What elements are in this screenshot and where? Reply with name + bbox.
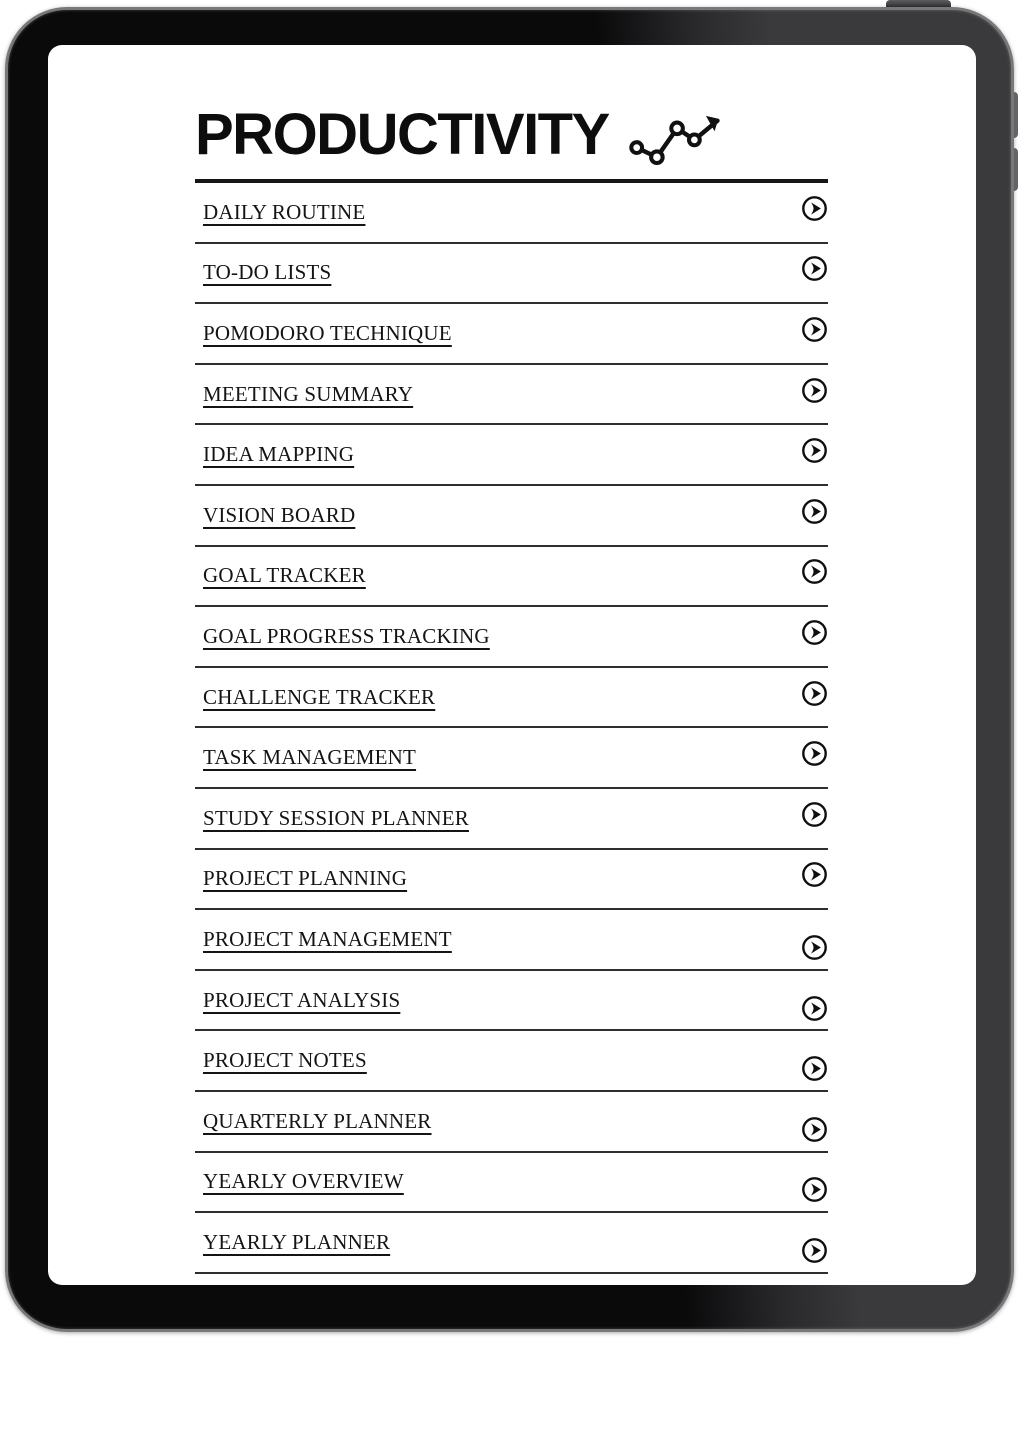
circle-arrow-right-icon[interactable] <box>801 801 828 828</box>
circle-arrow-right-icon[interactable] <box>801 195 828 222</box>
list-item[interactable] <box>195 1031 828 1092</box>
list-item[interactable] <box>195 1153 828 1214</box>
list-item[interactable] <box>195 728 828 789</box>
tablet-frame <box>5 7 1014 1332</box>
list-item-link[interactable]: TASK MANAGEMENT <box>203 745 417 770</box>
list-item-link[interactable]: VISION BOARD <box>203 502 356 527</box>
circle-arrow-right-icon[interactable] <box>801 619 828 646</box>
list-item[interactable] <box>195 547 828 608</box>
list-item[interactable] <box>195 486 828 547</box>
list-item-link[interactable]: MEETING SUMMARY <box>203 381 414 406</box>
trending-line-chart-icon <box>629 108 729 166</box>
list-item-link[interactable]: PROJECT PLANNING <box>203 866 408 891</box>
circle-arrow-right-icon[interactable] <box>801 740 828 767</box>
list-item[interactable] <box>195 183 828 244</box>
circle-arrow-right-icon[interactable] <box>801 255 828 282</box>
list-item[interactable] <box>195 304 828 365</box>
list-item-link[interactable]: TO-DO LISTS <box>203 260 332 285</box>
list-item-link[interactable]: STUDY SESSION PLANNER <box>203 805 469 830</box>
circle-arrow-right-icon[interactable] <box>801 558 828 585</box>
circle-arrow-right-icon[interactable] <box>801 1116 828 1143</box>
circle-arrow-right-icon[interactable] <box>801 934 828 961</box>
list-item[interactable] <box>195 365 828 426</box>
circle-arrow-right-icon[interactable] <box>801 498 828 525</box>
list-item-link[interactable]: CHALLENGE TRACKER <box>203 684 436 709</box>
list-item-link[interactable]: GOAL PROGRESS TRACKING <box>203 623 490 648</box>
list-item[interactable] <box>195 1092 828 1153</box>
list-item[interactable] <box>195 425 828 486</box>
list-item-link[interactable]: YEARLY OVERVIEW <box>203 1169 404 1194</box>
list-item[interactable] <box>195 668 828 729</box>
list-item[interactable] <box>195 1213 828 1274</box>
circle-arrow-right-icon[interactable] <box>801 1176 828 1203</box>
circle-arrow-right-icon[interactable] <box>801 1237 828 1264</box>
list-item[interactable] <box>195 244 828 305</box>
list-item-link[interactable]: GOAL TRACKER <box>203 563 366 588</box>
list-item-link[interactable]: QUARTERLY PLANNER <box>203 1108 432 1133</box>
list-item-link[interactable]: PROJECT MANAGEMENT <box>203 926 452 951</box>
list-item-link[interactable]: DAILY ROUTINE <box>203 199 366 224</box>
list-item-link[interactable]: POMODORO TECHNIQUE <box>203 320 452 345</box>
circle-arrow-right-icon[interactable] <box>801 680 828 707</box>
index-list <box>195 183 828 1274</box>
circle-arrow-right-icon[interactable] <box>801 316 828 343</box>
list-item-link[interactable]: PROJECT NOTES <box>203 1048 367 1073</box>
list-item-link[interactable]: PROJECT ANALYSIS <box>203 987 401 1012</box>
list-item[interactable] <box>195 910 828 971</box>
list-item[interactable] <box>195 607 828 668</box>
circle-arrow-right-icon[interactable] <box>801 995 828 1022</box>
circle-arrow-right-icon[interactable] <box>801 861 828 888</box>
list-item-link[interactable]: IDEA MAPPING <box>203 442 355 467</box>
page-title: PRODUCTIVITY <box>195 102 609 167</box>
circle-arrow-right-icon[interactable] <box>801 1055 828 1082</box>
tablet-screen <box>48 45 976 1285</box>
list-item[interactable] <box>195 971 828 1032</box>
list-item[interactable] <box>195 850 828 911</box>
planner-index-page <box>195 45 828 1274</box>
circle-arrow-right-icon[interactable] <box>801 437 828 464</box>
list-item-link[interactable]: YEARLY PLANNER <box>203 1229 391 1254</box>
circle-arrow-right-icon[interactable] <box>801 377 828 404</box>
page-header <box>195 45 828 165</box>
list-item[interactable] <box>195 789 828 850</box>
